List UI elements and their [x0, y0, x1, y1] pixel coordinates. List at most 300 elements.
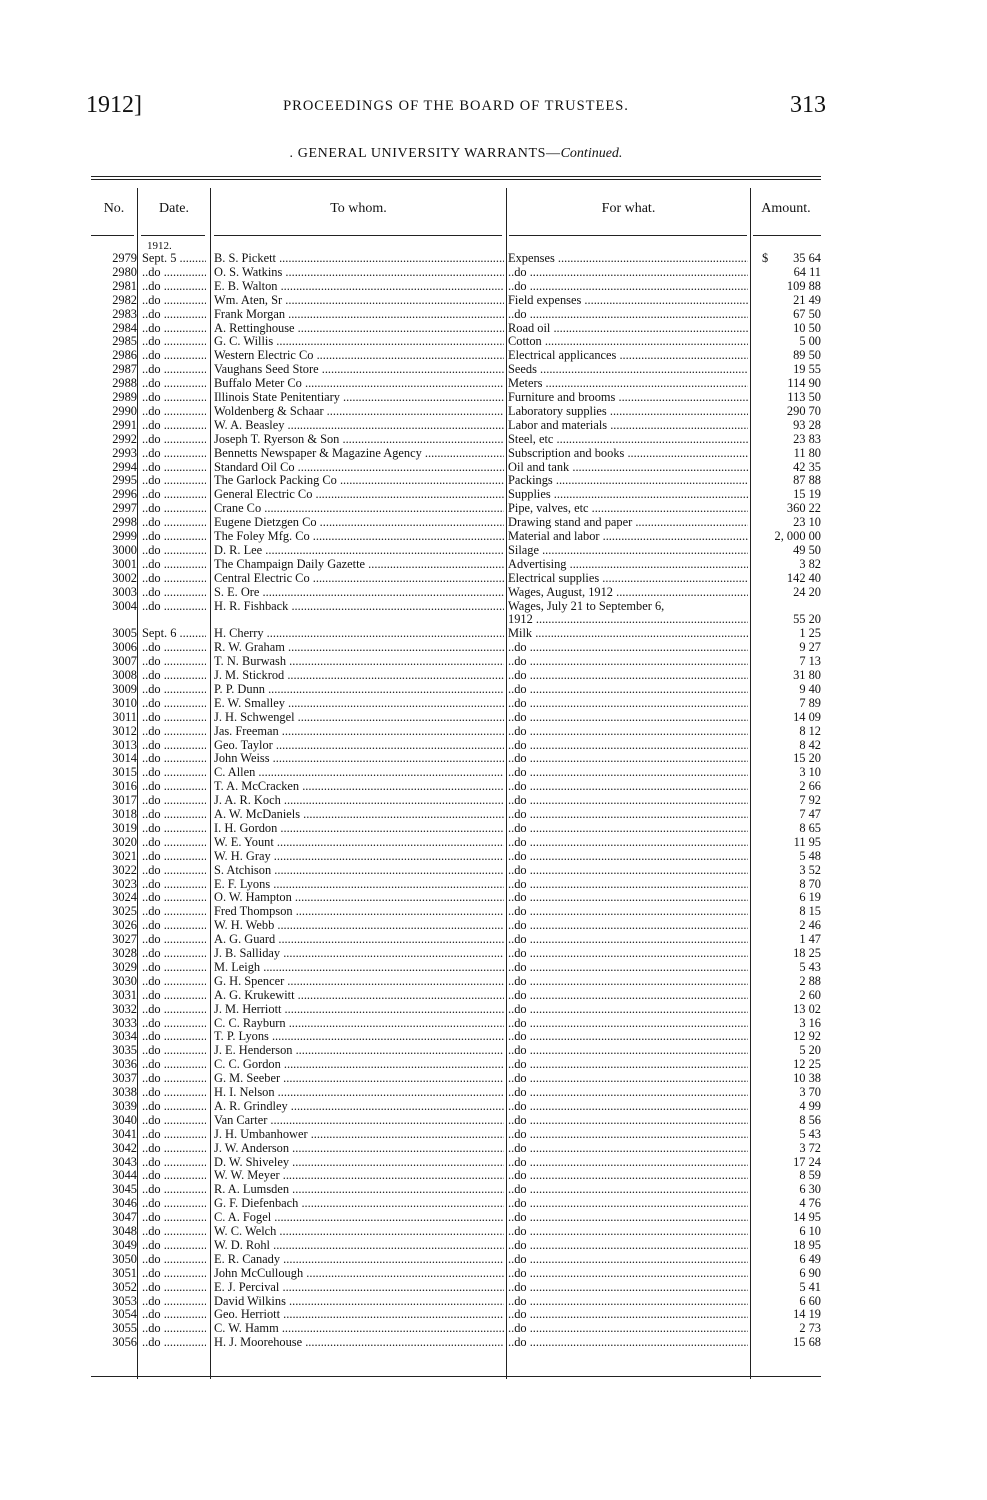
payment-purpose: Electrical supplies ..... — [508, 572, 748, 586]
warrant-amount: 6 19 — [799, 891, 821, 905]
warrant-number: 3054 — [112, 1308, 137, 1322]
warrant-date: ..do ..... — [142, 447, 206, 461]
payment-purpose: Subscription and books ..... — [508, 447, 748, 461]
table-row — [91, 683, 821, 697]
warrant-number: 2983 — [112, 307, 137, 321]
warrant-number: 3019 — [112, 821, 137, 835]
payment-purpose: ..do ..... — [508, 1239, 748, 1253]
warrant-amount: 3 52 — [799, 863, 821, 877]
warrant-number: 3052 — [112, 1280, 137, 1294]
warrant-number: 2991 — [112, 418, 137, 432]
warrant-date: ..do ..... — [142, 850, 206, 864]
warrant-number: 3045 — [112, 1183, 137, 1197]
warrant-date: ..do ..... — [142, 933, 206, 947]
warrant-date: ..do ..... — [142, 1114, 206, 1128]
payee-name: G. F. Diefenbach ..... — [214, 1197, 504, 1211]
warrant-date: ..do ..... — [142, 641, 206, 655]
payee-name: C. A. Fogel ..... — [214, 1211, 504, 1225]
top-rule-1 — [91, 176, 821, 177]
warrant-amount: 109 88 — [786, 279, 821, 293]
table-row — [91, 1003, 821, 1017]
payee-name: Central Electric Co ..... — [214, 572, 504, 586]
payment-purpose: ..do ..... — [508, 1211, 748, 1225]
warrant-number: 3053 — [112, 1294, 137, 1308]
payee-name: Woldenberg & Schaar ..... — [214, 405, 504, 419]
table-row — [91, 1225, 821, 1239]
warrant-number: 3015 — [112, 766, 137, 780]
payment-purpose: ..do ..... — [508, 1114, 748, 1128]
payee-name: S. Atchison ..... — [214, 864, 504, 878]
payee-name: John Weiss ..... — [214, 752, 504, 766]
warrant-date: ..do ..... — [142, 989, 206, 1003]
warrant-amount: 14 95 — [793, 1211, 821, 1225]
payment-purpose: Milk ..... — [508, 627, 748, 641]
payee-name: W. D. Rohl ..... — [214, 1239, 504, 1253]
payment-purpose: ..do ..... — [508, 1086, 748, 1100]
table-title-main: . GENERAL UNIVERSITY WARRANTS— — [289, 146, 561, 161]
warrant-number: 3040 — [112, 1113, 137, 1127]
table-row — [91, 1169, 821, 1183]
warrant-number: 3056 — [112, 1336, 137, 1350]
payee-name: J. B. Salliday ..... — [214, 947, 504, 961]
table-row — [91, 947, 821, 961]
warrant-number: 3024 — [112, 891, 137, 905]
warrant-date: ..do ..... — [142, 725, 206, 739]
payee-name: G. C. Willis ..... — [214, 335, 504, 349]
payment-purpose: ..do ..... — [508, 1281, 748, 1295]
table-row — [91, 725, 821, 739]
warrant-date: ..do ..... — [142, 961, 206, 975]
payee-name: W. H. Gray ..... — [214, 850, 504, 864]
warrant-amount: 4 99 — [799, 1099, 821, 1113]
warrant-date: ..do ..... — [142, 294, 206, 308]
payment-purpose: ..do ..... — [508, 739, 748, 753]
warrant-number: 2987 — [112, 363, 137, 377]
table-row — [91, 655, 821, 669]
head-rule-what — [509, 235, 747, 236]
warrant-date: Sept. 5 ..... — [142, 252, 206, 266]
warrant-number: 3036 — [112, 1058, 137, 1072]
table-row — [91, 280, 821, 294]
payment-purpose: ..do ..... — [508, 1308, 748, 1322]
payee-name: A. R. Grindley ..... — [214, 1100, 504, 1114]
warrant-date: ..do ..... — [142, 683, 206, 697]
payment-purpose: ..do ..... — [508, 1253, 748, 1267]
payee-name: E. J. Percival ..... — [214, 1281, 504, 1295]
payment-purpose: Furniture and brooms ..... — [508, 391, 748, 405]
warrant-number: 3013 — [112, 738, 137, 752]
table-row — [91, 1156, 821, 1170]
table-row — [91, 363, 821, 377]
payee-name: The Garlock Packing Co ..... — [214, 474, 504, 488]
warrant-number: 3001 — [112, 557, 137, 571]
payee-name: R. W. Graham ..... — [214, 641, 504, 655]
payment-purpose: 1912 ..... — [508, 613, 748, 627]
table-row — [91, 558, 821, 572]
payee-name: Fred Thompson ..... — [214, 905, 504, 919]
payee-name: General Electric Co ..... — [214, 488, 504, 502]
payee-name: C. C. Gordon ..... — [214, 1058, 504, 1072]
warrant-number: 3000 — [112, 543, 137, 557]
warrant-number: 3033 — [112, 1016, 137, 1030]
warrant-date: ..do ..... — [142, 1156, 206, 1170]
table-row — [91, 891, 821, 905]
payment-purpose: ..do ..... — [508, 878, 748, 892]
table-row — [91, 669, 821, 683]
table-row — [91, 780, 821, 794]
payment-purpose: ..do ..... — [508, 308, 748, 322]
head-rule-whom — [214, 235, 502, 236]
warrant-amount: 6 30 — [799, 1183, 821, 1197]
warrant-amount: 6 49 — [799, 1252, 821, 1266]
warrant-number: 3023 — [112, 877, 137, 891]
payee-name: A. G. Krukewitt ..... — [214, 989, 504, 1003]
warrant-number: 2984 — [112, 321, 137, 335]
warrant-number: 3020 — [112, 835, 137, 849]
table-row — [91, 1322, 821, 1336]
warrant-amount: 11 95 — [793, 835, 821, 849]
warrant-amount: 93 28 — [793, 418, 821, 432]
payment-purpose: ..do ..... — [508, 697, 748, 711]
warrant-amount: 9 40 — [799, 682, 821, 696]
warrant-date: ..do ..... — [142, 1267, 206, 1281]
payee-name: T. N. Burwash ..... — [214, 655, 504, 669]
warrant-amount: 64 11 — [793, 265, 821, 279]
table-row — [91, 933, 821, 947]
payee-name: Geo. Herriott ..... — [214, 1308, 504, 1322]
payment-purpose: Pipe, valves, etc ..... — [508, 502, 748, 516]
col-header-no: No. — [103, 201, 125, 216]
warrant-date: ..do ..... — [142, 1169, 206, 1183]
warrant-number: 3018 — [112, 808, 137, 821]
payee-name: Vaughans Seed Store ..... — [214, 363, 504, 377]
warrant-date: ..do ..... — [142, 697, 206, 711]
payee-name: A. W. McDaniels ..... — [214, 808, 504, 822]
table-row — [91, 308, 821, 322]
warrant-number: 3012 — [112, 724, 137, 738]
payee-name: I. H. Gordon ..... — [214, 822, 504, 836]
warrant-amount: 5 00 — [799, 335, 821, 349]
payee-name: C. W. Hamm ..... — [214, 1322, 504, 1336]
payment-purpose: ..do ..... — [508, 683, 748, 697]
warrant-amount: 89 50 — [793, 349, 821, 363]
table-row — [91, 405, 821, 419]
payee-name: M. Leigh ..... — [214, 961, 504, 975]
warrant-number: 3030 — [112, 974, 137, 988]
warrant-date: ..do ..... — [142, 711, 206, 725]
payment-purpose: ..do ..... — [508, 961, 748, 975]
warrant-number: 3027 — [112, 933, 137, 947]
warrant-date: ..do ..... — [142, 1086, 206, 1100]
warrant-number: 2981 — [112, 279, 137, 293]
warrant-date: ..do ..... — [142, 836, 206, 850]
table-row — [91, 294, 821, 308]
payee-name: J. M. Herriott ..... — [214, 1003, 504, 1017]
payment-purpose: ..do ..... — [508, 780, 748, 794]
warrant-date: ..do ..... — [142, 391, 206, 405]
warrant-amount: 5 41 — [799, 1280, 821, 1294]
warrant-date: ..do ..... — [142, 1295, 206, 1309]
table-row — [91, 961, 821, 975]
warrant-amount: 2 73 — [799, 1322, 821, 1336]
payee-name: D. R. Lee ..... — [214, 544, 504, 558]
payment-purpose: ..do ..... — [508, 1072, 748, 1086]
table-row — [91, 975, 821, 989]
table-row — [91, 335, 821, 349]
warrant-number: 3046 — [112, 1197, 137, 1211]
warrant-amount: 8 59 — [799, 1169, 821, 1183]
payee-name: J. H. Schwengel ..... — [214, 711, 504, 725]
head-rule-amount — [753, 235, 821, 236]
table-row — [91, 433, 821, 447]
warrant-number: 3008 — [112, 669, 137, 682]
warrant-date: ..do ..... — [142, 864, 206, 878]
warrant-number: 3031 — [112, 988, 137, 1002]
payee-name: Frank Morgan ..... — [214, 308, 504, 322]
payee-name: H. R. Fishback ..... — [214, 600, 504, 614]
payee-name: D. W. Shiveley ..... — [214, 1156, 504, 1170]
table-row — [91, 1183, 821, 1197]
table-row — [91, 641, 821, 655]
table-row — [91, 1072, 821, 1086]
warrant-date: ..do ..... — [142, 1100, 206, 1114]
warrant-number: 2989 — [112, 391, 137, 404]
col-header-date: Date. — [159, 201, 189, 216]
warrant-date: ..do ..... — [142, 544, 206, 558]
table-row — [91, 905, 821, 919]
warrant-amount: 8 56 — [799, 1113, 821, 1127]
warrant-amount: 12 25 — [793, 1058, 821, 1072]
warrant-amount: 8 42 — [799, 738, 821, 752]
table-row — [91, 1100, 821, 1114]
payee-name: P. P. Dunn ..... — [214, 683, 504, 697]
warrant-date: ..do ..... — [142, 1044, 206, 1058]
table-row — [91, 1017, 821, 1031]
payee-name: Bennetts Newspaper & Magazine Agency ..... — [214, 447, 504, 461]
table-row — [91, 586, 821, 600]
payment-purpose: ..do ..... — [508, 1003, 748, 1017]
payment-purpose: ..do ..... — [508, 711, 748, 725]
payee-name: G. H. Spencer ..... — [214, 975, 504, 989]
table-row — [91, 1239, 821, 1253]
table-title-continued: Continued. — [560, 146, 623, 161]
payee-name: S. E. Ore ..... — [214, 586, 504, 600]
table-row — [91, 739, 821, 753]
payment-purpose: ..do ..... — [508, 1156, 748, 1170]
warrant-number: 3003 — [112, 585, 137, 599]
warrant-number: 3005 — [112, 627, 137, 641]
table-row — [91, 613, 821, 627]
warrant-date: ..do ..... — [142, 919, 206, 933]
table-row — [91, 1253, 821, 1267]
payee-name: The Champaign Daily Gazette ..... — [214, 558, 504, 572]
table-row — [91, 794, 821, 808]
table-row — [91, 447, 821, 461]
warrant-date: ..do ..... — [142, 1239, 206, 1253]
payee-name: J. H. Umbanhower ..... — [214, 1128, 504, 1142]
payee-name: J. E. Henderson ..... — [214, 1044, 504, 1058]
warrant-amount: 23 83 — [793, 432, 821, 446]
warrant-amount: 3 82 — [799, 557, 821, 571]
warrant-date: ..do ..... — [142, 1322, 206, 1336]
warrant-date: Sept. 6 ..... — [142, 627, 206, 641]
table-row — [91, 1295, 821, 1309]
warrant-date: ..do ..... — [142, 377, 206, 391]
warrant-number: 3007 — [112, 655, 137, 669]
payment-purpose: ..do ..... — [508, 1295, 748, 1309]
payee-name: O. W. Hampton ..... — [214, 891, 504, 905]
warrant-date: ..do ..... — [142, 1225, 206, 1239]
warrant-number: 3049 — [112, 1238, 137, 1252]
head-rule-no — [91, 235, 134, 236]
table-row — [91, 697, 821, 711]
payment-purpose: Supplies ..... — [508, 488, 748, 502]
payee-name: John McCullough ..... — [214, 1267, 504, 1281]
payment-purpose: ..do ..... — [508, 1336, 748, 1350]
payee-name: Crane Co ..... — [214, 502, 504, 516]
warrant-number: 3044 — [112, 1169, 137, 1183]
warrant-amount: 4 76 — [799, 1197, 821, 1211]
payee-name: E. R. Canady ..... — [214, 1253, 504, 1267]
table-row — [91, 1336, 821, 1350]
warrant-number: 3048 — [112, 1225, 137, 1238]
payment-purpose: Silage ..... — [508, 544, 748, 558]
payee-name: Wm. Aten, Sr ..... — [214, 294, 504, 308]
table-row — [91, 752, 821, 766]
payment-purpose: ..do ..... — [508, 808, 748, 822]
payment-purpose: ..do ..... — [508, 266, 748, 280]
warrant-amount: 5 43 — [799, 1127, 821, 1141]
warrant-date: ..do ..... — [142, 586, 206, 600]
payment-purpose: ..do ..... — [508, 836, 748, 850]
payee-name: Buffalo Meter Co ..... — [214, 377, 504, 391]
warrant-date: ..do ..... — [142, 1281, 206, 1295]
warrant-amount: 15 19 — [793, 488, 821, 502]
table-row — [91, 572, 821, 586]
warrant-date: ..do ..... — [142, 739, 206, 753]
warrant-number: 2998 — [112, 516, 137, 530]
payee-name: The Foley Mfg. Co ..... — [214, 530, 504, 544]
payment-purpose: ..do ..... — [508, 933, 748, 947]
payment-purpose: ..do ..... — [508, 280, 748, 294]
warrant-date: ..do ..... — [142, 752, 206, 766]
payee-name: Illinois State Penitentiary ..... — [214, 391, 504, 405]
warrant-date: ..do ..... — [142, 433, 206, 447]
warrant-amount: 8 70 — [799, 877, 821, 891]
payee-name: E. B. Walton ..... — [214, 280, 504, 294]
table-row — [91, 1267, 821, 1281]
payee-name: Jas. Freeman ..... — [214, 725, 504, 739]
payee-name: O. S. Watkins ..... — [214, 266, 504, 280]
warrant-amount: 18 25 — [793, 947, 821, 960]
warrant-amount: 17 24 — [793, 1155, 821, 1169]
top-rule-2 — [91, 179, 821, 180]
payee-name: B. S. Pickett ..... — [214, 252, 504, 266]
warrant-amount: 290 70 — [786, 404, 821, 418]
page-number: 313 — [790, 92, 826, 118]
warrant-date: ..do ..... — [142, 572, 206, 586]
payment-purpose: ..do ..... — [508, 1225, 748, 1239]
warrant-amount: 6 90 — [799, 1266, 821, 1280]
warrant-number: 3026 — [112, 919, 137, 933]
payee-name: E. F. Lyons ..... — [214, 878, 504, 892]
warrant-amount: 31 80 — [793, 669, 821, 682]
table-row — [91, 252, 821, 266]
payment-purpose: ..do ..... — [508, 1017, 748, 1031]
warrant-number: 2997 — [112, 502, 137, 516]
warrant-date: ..do ..... — [142, 349, 206, 363]
payment-purpose: Field expenses ..... — [508, 294, 748, 308]
warrant-date: ..do ..... — [142, 419, 206, 433]
payment-purpose: Meters ..... — [508, 377, 748, 391]
warrant-amount: 14 09 — [793, 710, 821, 724]
payee-name: Standard Oil Co ..... — [214, 461, 504, 475]
warrant-date: ..do ..... — [142, 335, 206, 349]
payment-purpose: Wages, August, 1912 ..... — [508, 586, 748, 600]
payment-purpose: ..do ..... — [508, 655, 748, 669]
payee-name: E. W. Smalley ..... — [214, 697, 504, 711]
table-row — [91, 349, 821, 363]
payment-purpose: Expenses ..... — [508, 252, 748, 266]
warrant-amount: 7 47 — [799, 808, 821, 821]
warrant-number: 3043 — [112, 1155, 137, 1169]
warrant-number: 3029 — [112, 960, 137, 974]
warrant-amount: 49 50 — [793, 543, 821, 557]
table-row — [91, 864, 821, 878]
warrant-amount: 67 50 — [793, 307, 821, 321]
warrant-amount: 6 10 — [799, 1225, 821, 1238]
payment-purpose: ..do ..... — [508, 1322, 748, 1336]
table-row — [91, 836, 821, 850]
warrant-number: 2979 — [112, 252, 137, 265]
warrant-date: ..do ..... — [142, 766, 206, 780]
warrant-date: ..do ..... — [142, 280, 206, 294]
warrant-date: ..do ..... — [142, 322, 206, 336]
warrant-amount: 2, 000 00 — [774, 530, 821, 543]
dollar-sign: $ — [762, 252, 769, 265]
payment-purpose: Cotton ..... — [508, 335, 748, 349]
warrant-amount: 55 20 — [793, 613, 821, 627]
payee-name: H. Cherry ..... — [214, 627, 504, 641]
warrant-number: 2999 — [112, 530, 137, 543]
payment-purpose: Advertising ..... — [508, 558, 748, 572]
warrant-date: ..do ..... — [142, 502, 206, 516]
table-row — [91, 516, 821, 530]
warrant-number: 3047 — [112, 1211, 137, 1225]
warrant-number: 3028 — [112, 947, 137, 960]
header-title: PROCEEDINGS OF THE BOARD OF TRUSTEES. — [283, 98, 629, 114]
warrant-number: 3042 — [112, 1141, 137, 1155]
warrant-amount: 2 60 — [799, 988, 821, 1002]
warrant-amount: 3 70 — [799, 1086, 821, 1099]
warrant-date: ..do ..... — [142, 878, 206, 892]
warrant-amount: 10 50 — [793, 321, 821, 335]
warrant-amount: 1 47 — [799, 933, 821, 947]
table-row — [91, 461, 821, 475]
warrant-amount: 21 49 — [793, 293, 821, 307]
table-row — [91, 488, 821, 502]
warrant-number: 3004 — [112, 599, 137, 613]
payee-name: H. I. Nelson ..... — [214, 1086, 504, 1100]
payment-purpose: Labor and materials ..... — [508, 419, 748, 433]
warrant-date: ..do ..... — [142, 1211, 206, 1225]
warrant-number: 2988 — [112, 377, 137, 391]
table-row — [91, 1030, 821, 1044]
warrant-amount: 9 27 — [799, 641, 821, 655]
warrant-amount: 18 95 — [793, 1238, 821, 1252]
table-row — [91, 1211, 821, 1225]
payment-purpose: ..do ..... — [508, 822, 748, 836]
